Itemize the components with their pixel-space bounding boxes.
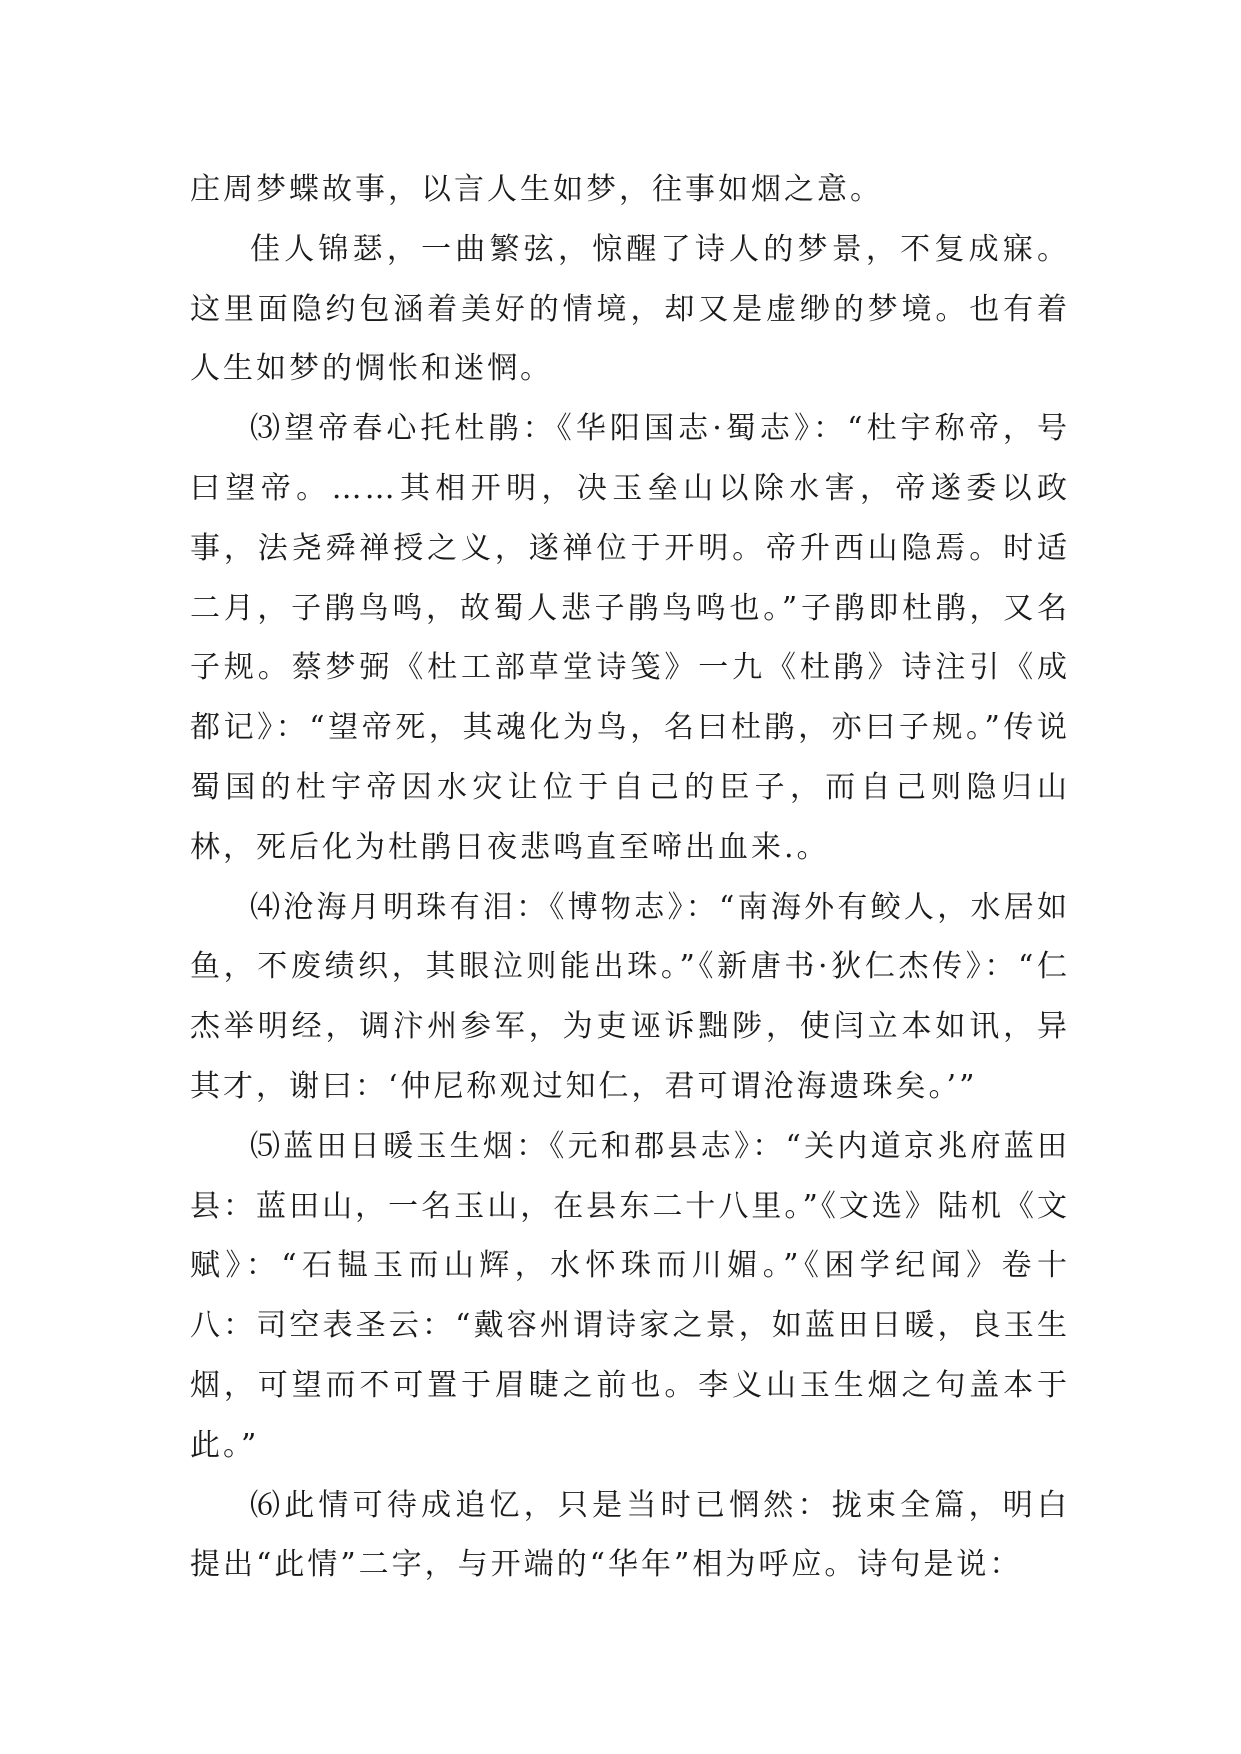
paragraph-6: ⑹此情可待成追忆，只是当时已惘然：拢束全篇，明白提出“此情”二字，与开端的“华年”相为呼应。诗句是说： bbox=[190, 1487, 1070, 1583]
paragraph-2: 佳人锦瑟，一曲繁弦，惊醒了诗人的梦景，不复成寐。这里面隐约包涵着美好的情境，却又是虚缈的梦境。也有着人生如梦的惆怅和迷惘。 bbox=[190, 231, 1070, 387]
text-body bbox=[190, 160, 1070, 1595]
paragraph-1: 庄周梦蝶故事，以言人生如梦，往事如烟之意。 bbox=[190, 172, 883, 207]
paragraph-3: ⑶望帝春心托杜鹃：《华阳国志·蜀志》：“杜宇称帝，号曰望帝。……其相开明，决玉垒山以除水害，帝遂委以政事，法尧舜禅授之义，遂禅位于开明。帝升西山隐焉。时适二月，子鹃鸟鸣，故蜀人悲子鹃鸟鸣也。”子鹃即杜鹃，又名子规。蔡梦弼《杜工部草堂诗笺》一九《杜鹃》诗注引《成都记》：“望帝死，其魂化为鸟，名曰杜鹃，亦曰子规。”传说蜀国的杜宇帝因水灾让位于自己的臣子，而自己则隐归山林，死后化为杜鹃日夜悲鸣直至啼出血来.。 bbox=[190, 411, 1070, 865]
paragraph-4: ⑷沧海月明珠有泪：《博物志》：“南海外有鲛人，水居如鱼，不废绩织，其眼泣则能出珠。”《新唐书·狄仁杰传》：“仁杰举明经，调汴州参军，为吏诬诉黜陟，使闫立本如讯，异其才，谢曰：‘仲尼称观过知仁，君可谓沧海遗珠矣。’” bbox=[190, 889, 1070, 1104]
paragraph-5: ⑸蓝田日暖玉生烟：《元和郡县志》：“关内道京兆府蓝田县：蓝田山，一名玉山，在县东二十八里。”《文选》陆机《文赋》：“石韫玉而山辉，水怀珠而川媚。”《困学纪闻》卷十八：司空表圣云：“戴容州谓诗家之景，如蓝田日暖，良玉生烟，可望而不可置于眉睫之前也。李义山玉生烟之句盖本于此。” bbox=[190, 1128, 1070, 1463]
